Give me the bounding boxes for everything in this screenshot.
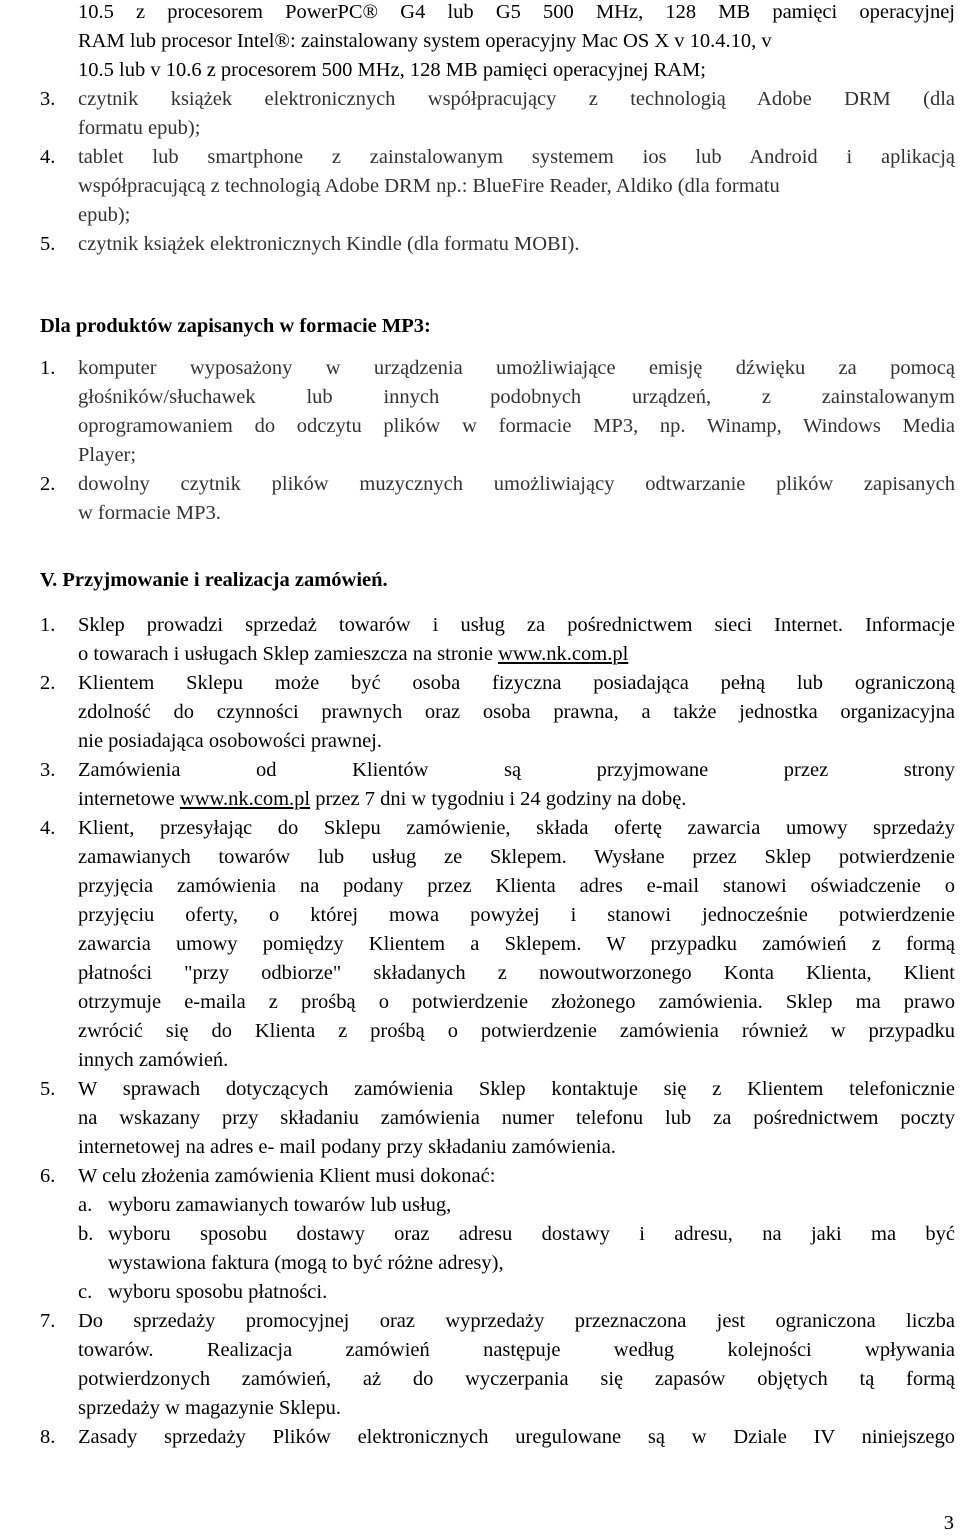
- page-number: 3: [943, 1512, 954, 1534]
- list-item: 4. tablet lub smartphone z zainstalowanym systemem ios lub Android i aplikacją: [40, 146, 955, 168]
- list-item: 3. czytnik książek elektronicznych współpracujący z technologią Adobe DRM (dla: [40, 88, 955, 110]
- list-item-line: 10.5 z procesorem PowerPC® G4 lub G5 500 MHz, 128 MB pamięci operacyjnej: [78, 1, 955, 23]
- list-item-line: zawarcia umowy pomiędzy Klientem a Sklepem. W przypadku zamówień z formą: [78, 933, 955, 955]
- list-item-line: sprzedaży w magazynie Sklepu.: [78, 1397, 341, 1419]
- list-item-line: Player;: [78, 444, 137, 466]
- sub-list-item: a. wyboru zamawianych towarów lub usług,: [78, 1194, 452, 1216]
- list-item-line: oprogramowaniem do odczytu plików w formacie MP3, np. Winamp, Windows Media: [78, 415, 955, 437]
- mp3-list: [40, 354, 955, 528]
- list-item-line: współpracującą z technologią Adobe DRM np.: BlueFire Reader, Aldiko (dla formatu: [78, 175, 780, 197]
- list-item: 6. W celu złożenia zamówienia Klient musi dokonać:: [40, 1165, 496, 1187]
- list-item-line: zamawianych towarów lub usług ze Sklepem. Wysłane przez Sklep potwierdzenie: [78, 846, 955, 868]
- order-list: [40, 611, 955, 1452]
- top-list: [40, 0, 955, 259]
- list-item-line: towarów. Realizacja zamówień następuje według kolejności wpływania: [78, 1339, 955, 1361]
- list-item-line: przyjęciu oferty, o której mowa powyżej i stanowi jednocześnie potwierdzenie: [78, 904, 955, 926]
- list-item-line: innych zamówień.: [78, 1049, 229, 1071]
- list-item: 5. czytnik książek elektronicznych Kindle (dla formatu MOBI).: [40, 233, 580, 255]
- list-item: 8. Zasady sprzedaży Plików elektronicznych uregulowane są w Dziale IV niniejszego: [40, 1426, 955, 1448]
- mp3-heading: Dla produktów zapisanych w formacie MP3:: [40, 315, 431, 337]
- list-item-line: 10.5 lub v 10.6 z procesorem 500 MHz, 128 MB pamięci operacyjnej RAM;: [78, 59, 706, 81]
- sub-list-item-line: wystawiona faktura (mogą to być różne adresy),: [108, 1252, 504, 1274]
- list-item: 1. Sklep prowadzi sprzedaż towarów i usług za pośrednictwem sieci Internet. Informacje: [40, 614, 955, 636]
- list-item-line: otrzymuje e-maila z prośbą o potwierdzenie złożonego zamówienia. Sklep ma prawo: [78, 991, 955, 1013]
- list-item: 7. Do sprzedaży promocyjnej oraz wyprzedaży przeznaczona jest ograniczona liczba: [40, 1310, 955, 1332]
- list-item-line: RAM lub procesor Intel®: zainstalowany system operacyjny Mac OS X v 10.4.10, v: [78, 30, 772, 52]
- list-item-line: epub);: [78, 204, 131, 226]
- list-item-line: internetowej na adres e- mail podany przy składaniu zamówienia.: [78, 1136, 616, 1158]
- list-item: 3. Zamówienia od Klientów są przyjmowane przez strony: [40, 759, 955, 781]
- shop-url-link[interactable]: www.nk.com.pl: [498, 643, 629, 665]
- list-item-line: nie posiadająca osobowości prawnej.: [78, 730, 382, 752]
- list-item-line: głośników/słuchawek lub innych podobnych urządzeń, z zainstalowanym: [78, 386, 955, 408]
- list-item-line: o towarach i usługach Sklep zamieszcza na stronie www.nk.com.pl: [78, 643, 629, 665]
- list-item: 2. Klientem Sklepu może być osoba fizyczna posiadająca pełną lub ograniczoną: [40, 672, 955, 694]
- list-item: 4. Klient, przesyłając do Sklepu zamówienie, składa ofertę zawarcia umowy sprzedaży: [40, 817, 955, 839]
- list-item-line: potwierdzonych zamówień, aż do wyczerpania się zapasów objętych tą formą: [78, 1368, 955, 1390]
- list-item-line: płatności "przy odbiorze" składanych z nowoutworzonego Konta Klienta, Klient: [78, 962, 955, 984]
- sub-list-item: b. wyboru sposobu dostawy oraz adresu dostawy i adresu, na jaki ma być: [78, 1223, 955, 1245]
- list-item-line: zdolność do czynności prawnych oraz osoba prawna, a także jednostka organizacyjna: [78, 701, 955, 723]
- list-item: 5. W sprawach dotyczących zamówienia Sklep kontaktuje się z Klientem telefonicznie: [40, 1078, 955, 1100]
- shop-url-link[interactable]: www.nk.com.pl: [179, 788, 311, 810]
- list-item-line: w formacie MP3.: [78, 502, 221, 524]
- sub-list-item: c. wyboru sposobu płatności.: [78, 1281, 328, 1303]
- list-item-line: zwrócić się do Klienta z prośbą o potwierdzenie zamówienia również w przypadku: [78, 1020, 955, 1042]
- list-item-line: formatu epub);: [78, 117, 201, 139]
- list-item: 1. komputer wyposażony w urządzenia umożliwiające emisję dźwięku za pomocą: [40, 357, 955, 379]
- list-item: 2. dowolny czytnik plików muzycznych umożliwiający odtwarzanie plików zapisanych: [40, 473, 955, 495]
- section-heading: V. Przyjmowanie i realizacja zamówień.: [40, 569, 388, 591]
- list-item-line: na wskazany przy składaniu zamówienia numer telefonu lub za pośrednictwem poczty: [78, 1107, 955, 1129]
- list-item-line: internetowe www.nk.com.pl przez 7 dni w tygodniu i 24 godziny na dobę.: [78, 788, 687, 810]
- list-item-line: przyjęcia zamówienia na podany przez Klienta adres e-mail stanowi oświadczenie o: [78, 875, 955, 897]
